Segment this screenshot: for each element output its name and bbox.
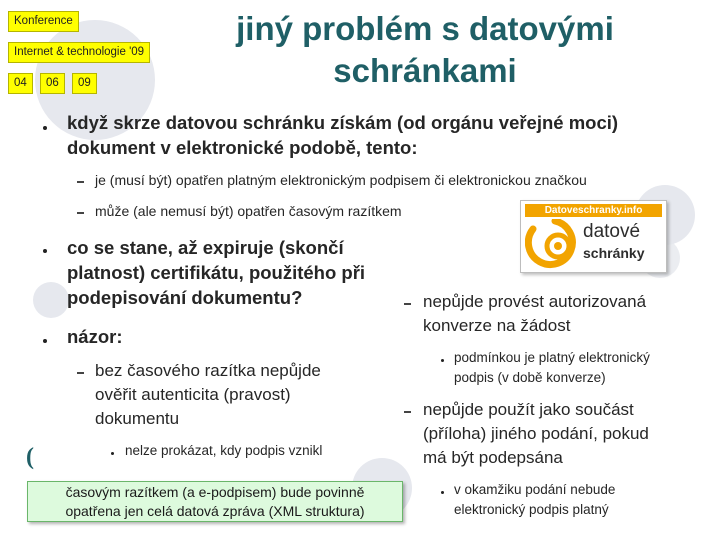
right-point-1-sub-line-1: podmínkou je platný elektronický	[454, 350, 650, 365]
bullet-dash	[77, 372, 84, 374]
bullet-3-sub-sub: nelze prokázat, kdy podpis vznikl	[125, 443, 323, 458]
bullet-2-line-1: co se stane, až expiruje (skončí	[67, 237, 344, 258]
bullet-3-sub-1	[95, 359, 321, 431]
note-line-2: opatřena jen celá datová zpráva (XML struktura)	[65, 503, 365, 519]
note-line-1: časovým razítkem (a e-podpisem) bude povinně	[65, 484, 365, 500]
bullet-dot	[43, 339, 47, 343]
slide-title-line-2: schránkami	[333, 52, 517, 89]
logo-word-datove: datové	[583, 221, 641, 242]
right-point-1	[423, 290, 646, 338]
logo-url-text: Datoveschranky.info	[525, 204, 662, 217]
bullet-dash	[77, 181, 84, 183]
bullet-3-sub-1-line-3: dokumentu	[95, 409, 180, 428]
right-point-2-line-2: (příloha) jiného podání, pokud	[423, 424, 649, 443]
right-point-2-line-1: nepůjde použít jako součást	[423, 400, 634, 419]
event-tag: Internet & technologie '09	[8, 42, 150, 63]
datove-schranky-logo	[520, 200, 667, 273]
logo-word-schranky: schránky	[583, 245, 645, 261]
bullet-dash	[77, 212, 84, 214]
right-point-2-sub-line-2: elektronický podpis platný	[454, 502, 609, 517]
bullet-3: názor:	[67, 326, 123, 347]
right-point-2-line-3: má být podepsána	[423, 448, 563, 467]
bullet-2-line-2: platnost) certifikátu, použitého při	[67, 262, 366, 283]
bullet-dot	[43, 126, 47, 130]
right-point-2	[423, 398, 649, 470]
bullet-2	[67, 235, 365, 310]
right-point-1-sub-line-2: podpis (v době konverze)	[454, 370, 606, 385]
conference-tag: Konference	[8, 11, 79, 32]
right-point-1-sub	[454, 348, 650, 388]
bullet-dash	[404, 411, 411, 413]
right-point-2-sub	[454, 480, 615, 520]
logo-at-icon	[525, 219, 585, 269]
bullet-dash	[404, 303, 411, 305]
right-point-1-line-2: konverze na žádost	[423, 316, 571, 335]
bullet-1-sub-2: může (ale nemusí být) opatřen časovým razítkem	[95, 203, 402, 219]
bullet-dot	[111, 452, 114, 455]
date-month-tag: 06	[40, 73, 65, 94]
bullet-1-line-1: když skrze datovou schránku získám (od orgánu veřejné moci)	[67, 112, 619, 133]
note-paren: (	[26, 444, 34, 470]
bullet-3-sub-1-line-2: ověřit autenticita (pravost)	[95, 385, 291, 404]
slide-title-line-1: jiný problém s datovými	[236, 10, 614, 47]
date-year-tag: 09	[72, 73, 97, 94]
right-point-2-sub-line-1: v okamžiku podání nebude	[454, 482, 616, 497]
bullet-1-line-2: dokument v elektronické podobě, tento:	[67, 137, 418, 158]
date-day-tag: 04	[8, 73, 33, 94]
right-point-1-line-1: nepůjde provést autorizovaná	[423, 292, 647, 311]
decor-circle-left-mid	[33, 282, 69, 318]
bullet-dot	[441, 491, 444, 494]
slide-title	[205, 8, 645, 92]
bullet-3-sub-1-line-1: bez časového razítka nepůjde	[95, 361, 321, 380]
bullet-dot	[441, 359, 444, 362]
note-box	[27, 481, 403, 522]
bullet-dot	[43, 249, 47, 253]
bullet-2-line-3: podepisování dokumentu?	[67, 287, 303, 308]
bullet-1-sub-1: je (musí být) opatřen platným elektronickým podpisem či elektronickou značkou	[95, 172, 587, 188]
bullet-1	[67, 110, 618, 160]
